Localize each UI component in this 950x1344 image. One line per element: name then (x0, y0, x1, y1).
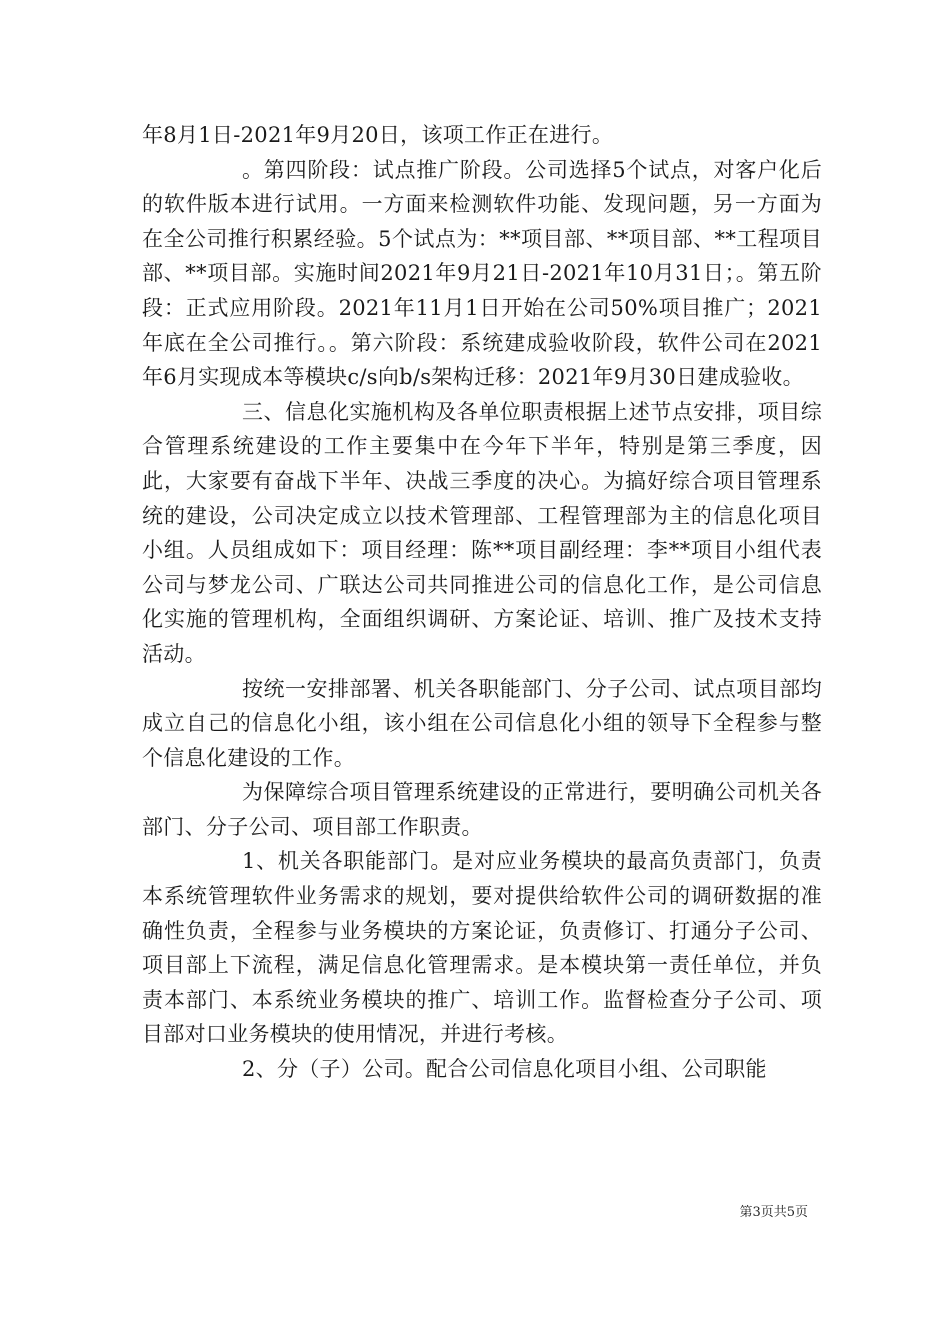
paragraph-6: 1、机关各职能部门。是对应业务模块的最高负责部门，负责本系统管理软件业务需求的规划，要对提供给软件公司的调研数据的准确性负责，全程参与业务模块的方案论证，负责修订、打通分子公司、项目部上下流程，满足信息化管理需求。是本模块第一责任单位，并负责本部门、本系统业务模块的推广、培训工作。监督检查分子公司、项目部对口业务模块的使用情况，并进行考核。 (142, 849, 822, 1047)
paragraph-2: 。第四阶段：试点推广阶段。公司选择5个试点，对客户化后的软件版本进行试用。一方面来检测软件功能、发现问题，另一方面为在全公司推行积累经验。5个试点为：**项目部、**项目部、**工程项目部、**项目部。实施时间2021年9月21日-2021年10月31日；。第五阶段：正式应用阶段。2021年11月1日开始在公司50%项目推广；2021年底在全公司推行。。第六阶段：系统建成验收阶段，软件公司在2021年6月实现成本等模块c/s向b/s架构迁移：2021年9月30日建成验收。 (142, 157, 822, 390)
paragraph-4: 按统一安排部署、机关各职能部门、分子公司、试点项目部均成立自己的信息化小组，该小组在公司信息化小组的领导下全程参与整个信息化建设的工作。 (142, 676, 822, 770)
paragraph-1: 年8月1日-2021年9月20日，该项工作正在进行。 (142, 123, 614, 147)
paragraph-3: 三、信息化实施机构及各单位职责根据上述节点安排，项目综合管理系统建设的工作主要集中在今年下半年，特别是第三季度，因此，大家要有奋战下半年、决战三季度的决心。为搞好综合项目管理系统的建设，公司决定成立以技术管理部、工程管理部为主的信息化项目小组。人员组成如下：项目经理：陈**项目副经理：李**项目小组代表公司与梦龙公司、广联达公司共同推进公司的信息化工作，是公司信息化实施的管理机构，全面组织调研、方案论证、培训、推广及技术支持活动。 (142, 399, 822, 666)
document-body (142, 118, 822, 1087)
paragraph-5: 为保障综合项目管理系统建设的正常进行，要明确公司机关各部门、分子公司、项目部工作职责。 (142, 780, 822, 839)
paragraph-7: 2、分（子）公司。配合公司信息化项目小组、公司职能 (242, 1057, 767, 1082)
page-number: 第3页共5页 (739, 1205, 808, 1220)
